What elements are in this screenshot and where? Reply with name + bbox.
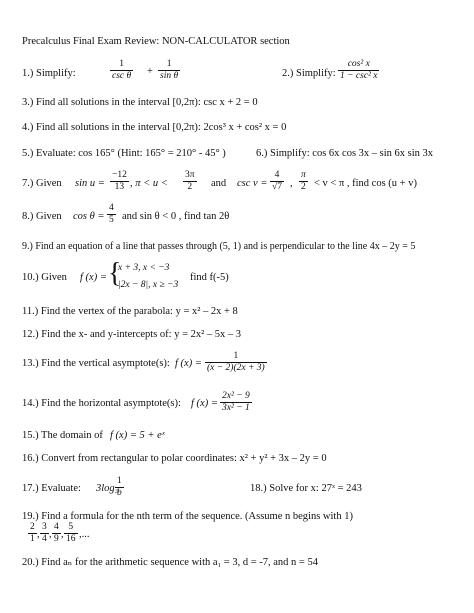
q13-den: (x − 2)(2x + 3) — [207, 363, 265, 373]
q13-fraction — [205, 351, 267, 374]
q3-text: 3.) Find all solutions in the interval [0,2π): csc x + 2 = 0 — [22, 97, 258, 108]
q19-term-3-den: 9 — [54, 534, 59, 544]
q13-num: 1 — [205, 351, 267, 363]
q7-and: and — [211, 178, 227, 189]
q8-fraction — [107, 203, 116, 226]
q8-num: 4 — [109, 203, 114, 213]
q7-f2-num: 3π — [185, 170, 195, 180]
q8-cos: cos θ = — [73, 211, 105, 222]
q1-f1-num: 1 — [110, 59, 133, 71]
q8-den: 5 — [109, 215, 114, 225]
q19-term-1 — [28, 522, 37, 545]
q2-label: 2.) Simplify: — [282, 68, 336, 79]
q19-term-3 — [52, 522, 61, 545]
q12-text: 12.) Find the x- and y-intercepts of: y = 2x² – 5x – 3 — [22, 329, 242, 340]
q5-text: 5.) Evaluate: cos 165° (Hint: 165° = 210° - 45° ) — [22, 148, 226, 159]
q1-label: 1.) Simplify: — [22, 68, 76, 79]
q17-log: 3log₃ — [96, 483, 119, 494]
q4-text: 4.) Find all solutions in the interval [0,2π): 2cos³ x + cos² x = 0 — [22, 122, 287, 133]
q15-label: 15.) The domain of — [22, 430, 103, 441]
q13-fx: f (x) = — [175, 358, 202, 369]
q19-term-2 — [40, 522, 49, 545]
q2-den: 1 − csc² x — [340, 71, 378, 81]
q10-brace: { — [108, 258, 122, 289]
q2-num: cos² x — [338, 59, 379, 71]
q7-cond1: , π < u < — [130, 178, 168, 189]
q19-term-2-den: 4 — [42, 534, 47, 544]
q18-text: 18.) Solve for x: 27ˣ = 243 — [250, 483, 362, 494]
q10-find: find f(-5) — [190, 272, 229, 283]
q7-f1-den: 13 — [114, 182, 125, 192]
q19-ellipsis: ,... — [79, 529, 90, 540]
q7-cscv: csc v = — [237, 178, 268, 189]
q7-cond2: < v < π , find cos (u + v) — [314, 178, 417, 189]
q9-text: 9.) Find an equation of a line that passes through (5, 1) and is perpendicular to the line 4x – 2y = 5 — [22, 241, 416, 252]
q19-term-2-num: 3 — [42, 522, 47, 532]
q14-den: 3x² − 1 — [222, 403, 250, 413]
q19-sep-3: , — [61, 529, 64, 540]
q19-term-3-num: 4 — [54, 522, 59, 532]
q19-term-1-num: 2 — [30, 522, 35, 532]
q19-sep-1: , — [37, 529, 40, 540]
q19-sep-2: , — [49, 529, 52, 540]
q15-expr: f (x) = 5 + eˣ — [110, 430, 165, 441]
q20-text: 20.) Find aₙ for the arithmetic sequence with a₁ = 3, d = -7, and n = 54 — [22, 557, 318, 568]
q1-plus: + — [147, 66, 153, 77]
q1-fraction-1 — [110, 59, 133, 82]
q6-text: 6.) Simplify: cos 6x cos 3x – sin 6x sin 3x — [256, 148, 434, 159]
q10-label: 10.) Given — [22, 272, 67, 283]
q7-f4-num: π — [301, 170, 306, 180]
q14-label: 14.) Find the horizontal asymptote(s): — [22, 398, 181, 409]
q19-term-1-den: 1 — [30, 534, 35, 544]
q16-text: 16.) Convert from rectangular to polar coordinates: x² + y² + 3x – 2y = 0 — [22, 453, 327, 464]
q19-label: 19.) Find a formula for the nth term of the sequence. (Assume n begins with 1) — [22, 511, 353, 522]
q7-fraction-3 — [270, 170, 284, 193]
q14-fraction — [220, 391, 252, 414]
q19-term-4-num: 5 — [64, 522, 78, 534]
q8-label: 8.) Given — [22, 211, 62, 222]
q7-f3-num: 4 — [270, 170, 284, 182]
q1-f2-den: sin θ — [160, 71, 179, 81]
page-title: Precalculus Final Exam Review: NON-CALCULATOR section — [22, 36, 290, 47]
q7-f2-den: 2 — [187, 182, 193, 192]
q17-num: 1 — [117, 476, 122, 486]
q10-fx: f (x) = — [80, 272, 107, 283]
q7-f3-den: √7 — [272, 182, 282, 192]
q1-f2-num: 1 — [158, 59, 180, 71]
q7-fraction-1 — [110, 170, 129, 193]
q17-den: b — [117, 488, 122, 498]
q13-label: 13.) Find the vertical asymptote(s): — [22, 358, 170, 369]
q10-case2: |2x − 8|, x ≥ −3 — [118, 280, 179, 290]
q19-term-4 — [64, 522, 78, 545]
q7-sinu: sin u = — [75, 178, 105, 189]
q7-comma: , — [290, 178, 293, 189]
q10-case1: x + 3, x < −3 — [118, 263, 170, 273]
q17-fraction — [115, 476, 124, 499]
q7-f1-num: −12 — [112, 170, 127, 180]
q8-rest: and sin θ < 0 , find tan 2θ — [122, 211, 230, 222]
q17-label: 17.) Evaluate: — [22, 483, 81, 494]
q7-f4-den: 2 — [301, 182, 306, 192]
q14-num: 2x² − 9 — [222, 391, 250, 401]
q7-fraction-2 — [183, 170, 197, 193]
q1-fraction-2 — [158, 59, 180, 82]
q7-fraction-4 — [299, 170, 308, 193]
q2-fraction — [338, 59, 379, 82]
q11-text: 11.) Find the vertex of the parabola: y = x² – 2x + 8 — [22, 306, 238, 317]
q1-f1-den: csc θ — [112, 71, 132, 81]
q19-term-4-den: 16 — [66, 534, 76, 544]
q14-fx: f (x) = — [191, 398, 218, 409]
q7-label: 7.) Given — [22, 178, 62, 189]
